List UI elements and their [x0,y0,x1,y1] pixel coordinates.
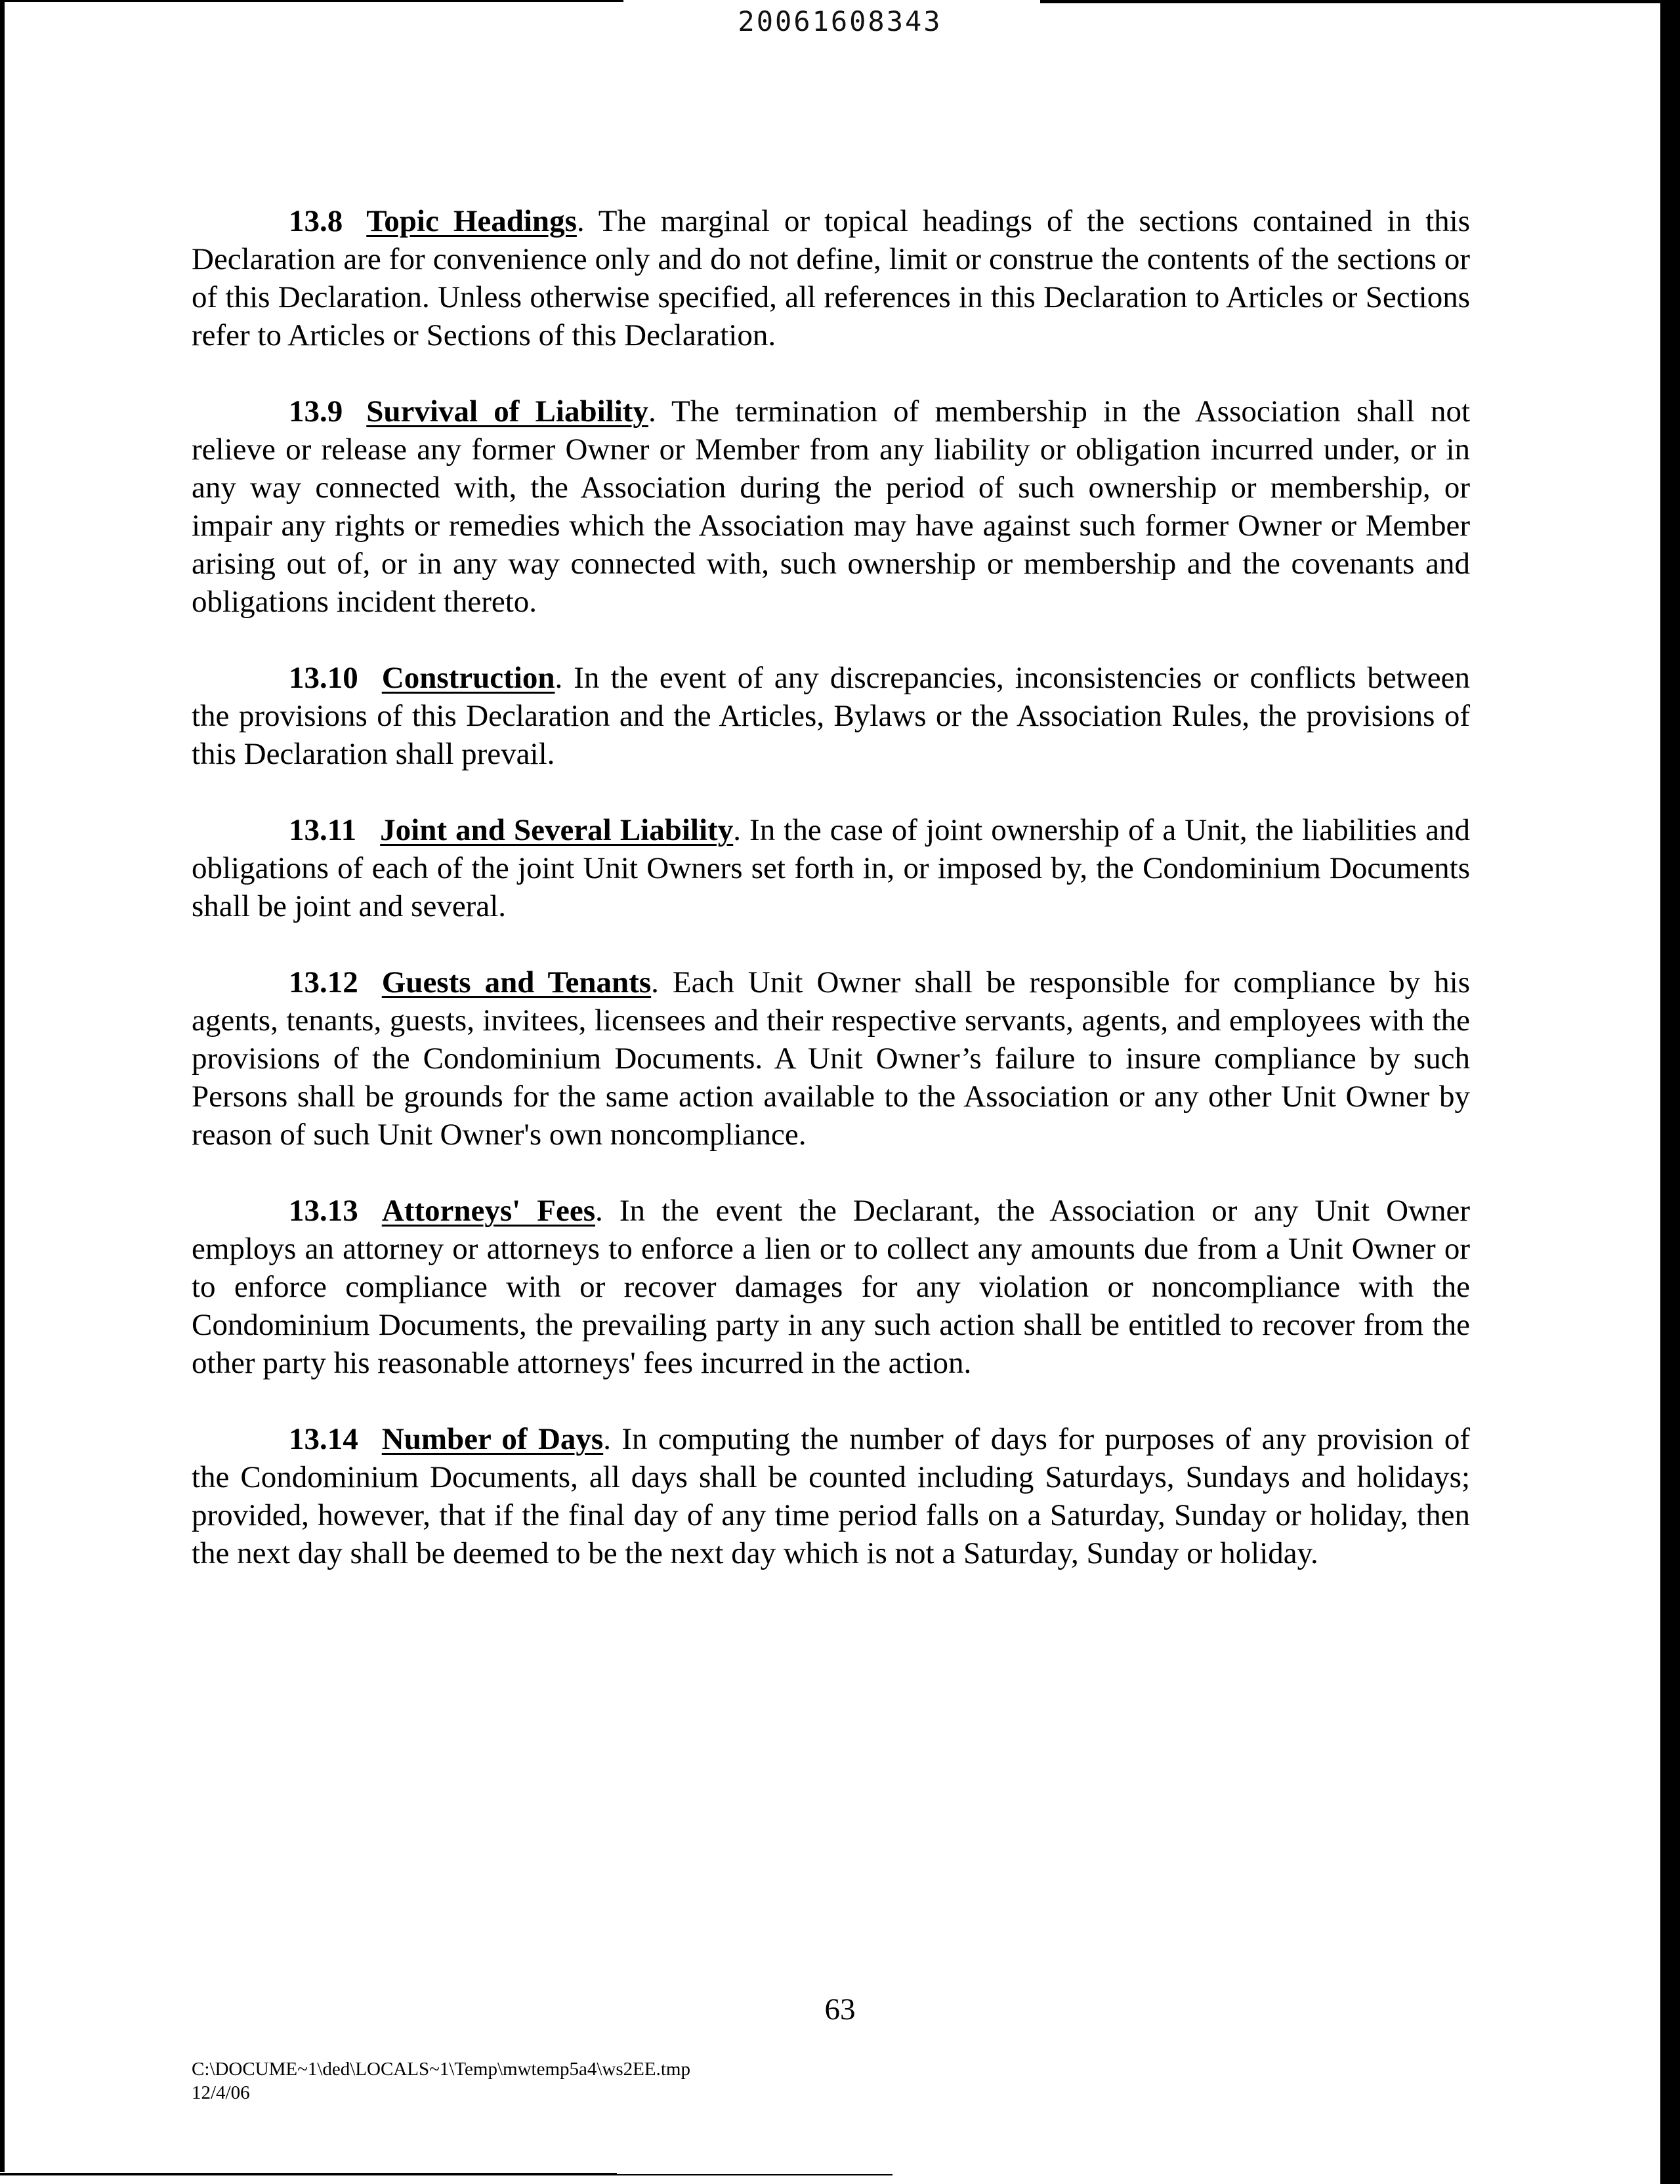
section-title: Topic Headings [366,204,577,238]
scan-border-right [1660,0,1680,2184]
section-13-11: 13.11 Joint and Several Liability. In the case of joint ownership of a Unit, the liabilities and obligations of each of the joint Unit Owners set forth in, or imposed by, the Condominium Documents shall be joint and several. [192,813,1471,923]
scan-border-bottom-thin [617,2174,892,2175]
section-title: Number of Days [381,1422,604,1456]
document-number: 20061608343 [738,5,942,37]
section-13-12: 13.12 Guests and Tenants. Each Unit Owner shall be responsible for compliance by his agents, tenants, guests, invitees, licensees and their respective servants, agents, and employees with the provisions of the Condominium Documents. A Unit Owner’s failure to insure compliance by such Persons shall be grounds for the same action available to the Association or any other Unit Owner by reason of such Unit Owner's own noncompliance. [192,965,1470,1152]
section-body: The marginal or topical headings of the sections contained in this Declaration are for convenience only and do not define, limit or construe the contents of the sections or of this Declaration. Unless otherwise specified, all references in this Declaration to Articles or Sections refer to Articles or Sections of this Declaration. [192,204,1471,352]
section-number: 13.10 [289,661,358,695]
document-body [192,202,1470,1610]
section-body: In the event the Declarant, the Association or any Unit Owner employs an attorney or attorneys to enforce a lien or to collect any amounts due from a Unit Owner or to enforce compliance with or recover damages for any violation or noncompliance with the Condominium Documents, the prevailing party in any such action shall be entitled to recover from the other party his reasonable attorneys' fees incurred in the action. [192,1194,1470,1380]
section-body: In the case of joint ownership of a Unit, the liabilities and obligations of each of the joint Unit Owners set forth in, or imposed by, the Condominium Documents shall be joint and several. [192,813,1471,923]
section-13-9: 13.9 Survival of Liability. The termination of membership in the Association shall not relieve or release any former Owner or Member from any liability or obligation incurred under, or in any way connected with, the Association during the period of such ownership or membership, or impair any rights or remedies which the Association may have against such former Owner or Member arising out of, or in any way connected with, such ownership or membership and the covenants and obligations incident thereto. [192,394,1471,619]
page-number: 63 [824,1992,856,2026]
scan-border-bottom [0,2173,617,2175]
section-body: The termination of membership in the Association shall not relieve or release any former Owner or Member from any liability or obligation incurred under, or in any way connected with, the Association during the period of such ownership or membership, or impair any rights or remedies which the Association may have against such former Owner or Member arising out of, or in any way connected with, such ownership or membership and the covenants and obligations incident thereto. [192,394,1471,619]
section-13-10: 13.10 Construction. In the event of any discrepancies, inconsistencies or conflicts between the provisions of this Declaration and the Articles, Bylaws or the Association Rules, the provisions of this Declaration shall prevail. [192,661,1471,771]
section-title: Guests and Tenants [381,965,652,999]
section-13-14: 13.14 Number of Days. In computing the number of days for purposes of any provision of the Condominium Documents, all days shall be counted including Saturdays, Sundays and holidays; provided, however, that if the final day of any time period falls on a Saturday, Sunday or holiday, then the next day shall be deemed to be the next day which is not a Saturday, Sunday or holiday. [192,1422,1470,1570]
section-number: 13.13 [289,1194,358,1228]
section-title: Joint and Several Liability [380,813,734,847]
section-number: 13.12 [289,965,358,999]
footer-file-path: C:\DOCUME~1\ded\LOCALS~1\Temp\mwtemp5a4\ws2EE.tmp [192,2059,690,2080]
section-number: 13.9 [289,394,343,429]
scan-border-top-right [1040,0,1680,3]
section-body: Each Unit Owner shall be responsible for compliance by his agents, tenants, guests, invitees, licensees and their respective servants, agents, and employees with the provisions of the Condominium Documents. A Unit Owner’s failure to insure compliance by such Persons shall be grounds for the same action available to the Association or any other Unit Owner by reason of such Unit Owner's own noncompliance. [192,965,1470,1152]
section-body: In the event of any discrepancies, inconsistencies or conflicts between the provisions of this Declaration and the Articles, Bylaws or the Association Rules, the provisions of this Declaration shall prevail. [192,661,1471,771]
section-title: Attorneys' Fees [381,1194,596,1228]
section-title: Survival of Liability [366,394,648,429]
section-13-13: 13.13 Attorneys' Fees. In the event the Declarant, the Association or any Unit Owner employs an attorney or attorneys to enforce a lien or to collect any amounts due from a Unit Owner or to enforce compliance with or recover damages for any violation or noncompliance with the Condominium Documents, the prevailing party in any such action shall be entitled to recover from the other party his reasonable attorneys' fees incurred in the action. [192,1194,1470,1380]
footer-date: 12/4/06 [192,2082,250,2103]
scan-border-top-left [0,0,623,2]
section-body: In computing the number of days for purposes of any provision of the Condominium Documents, all days shall be counted including Saturdays, Sundays and holidays; provided, however, that if the final day of any time period falls on a Saturday, Sunday or holiday, then the next day shall be deemed to be the next day which is not a Saturday, Sunday or holiday. [192,1422,1470,1570]
section-number: 13.14 [289,1422,358,1456]
scan-border-left [0,0,5,2172]
section-13-8: 13.8 Topic Headings. The marginal or topical headings of the sections contained in this Declaration are for convenience only and do not define, limit or construe the contents of the sections or of this Declaration. Unless otherwise specified, all references in this Declaration to Articles or Sections refer to Articles or Sections of this Declaration. [192,204,1471,352]
section-number: 13.11 [289,813,357,847]
section-title: Construction [381,661,555,695]
section-number: 13.8 [289,204,343,238]
